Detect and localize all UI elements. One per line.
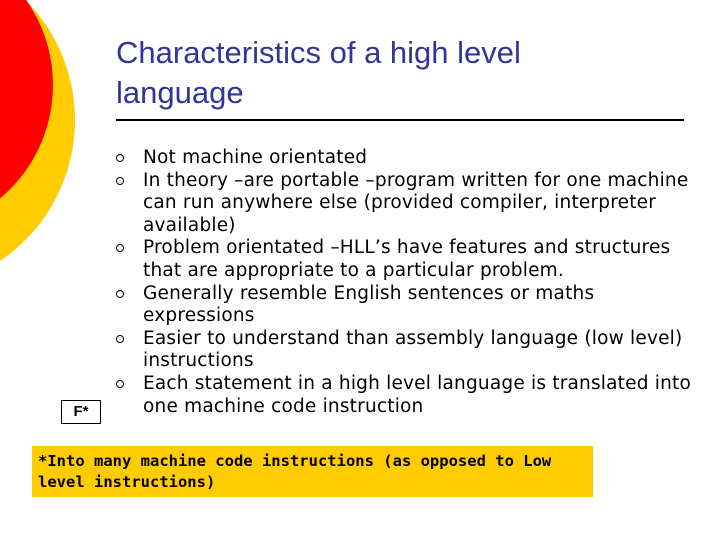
bullet-item: [116, 373, 696, 418]
bullet-text: Not machine orientated: [143, 147, 368, 168]
bullet-item: [116, 283, 696, 328]
bullet-item: [116, 170, 696, 238]
title-divider: [116, 119, 684, 121]
bullet-circle-icon: [116, 380, 124, 388]
bullet-text: Problem orientated –HLL’s have features and structures that are appropriate to a particular problem.: [143, 237, 671, 281]
bullet-circle-icon: [116, 154, 124, 162]
decorative-circles: [0, 0, 120, 300]
bullet-text: Generally resemble English sentences or maths expressions: [143, 282, 595, 327]
bullet-list: [116, 147, 696, 418]
bullet-circle-icon: [116, 177, 124, 185]
bullet-text: Each statement in a high level language is translated into one machine code instruction: [143, 372, 691, 417]
bullet-circle-icon: [116, 335, 124, 343]
bullet-text: In theory –are portable –program written for one machine can run anywhere else (provided compiler, interpreter available): [143, 169, 689, 236]
bullet-item: [116, 237, 696, 282]
bullet-circle-icon: [116, 244, 124, 252]
bullet-text: Easier to understand than assembly language (low level) instructions: [143, 327, 683, 372]
footnote-marker-box: F*: [61, 400, 101, 424]
bullet-item: [116, 147, 696, 170]
footnote-box: *Into many machine code instructions (as opposed to Low level instructions): [32, 446, 593, 497]
slide-title: Characteristics of a high level language: [116, 35, 521, 110]
bullet-item: [116, 328, 696, 373]
bullet-circle-icon: [116, 290, 124, 298]
